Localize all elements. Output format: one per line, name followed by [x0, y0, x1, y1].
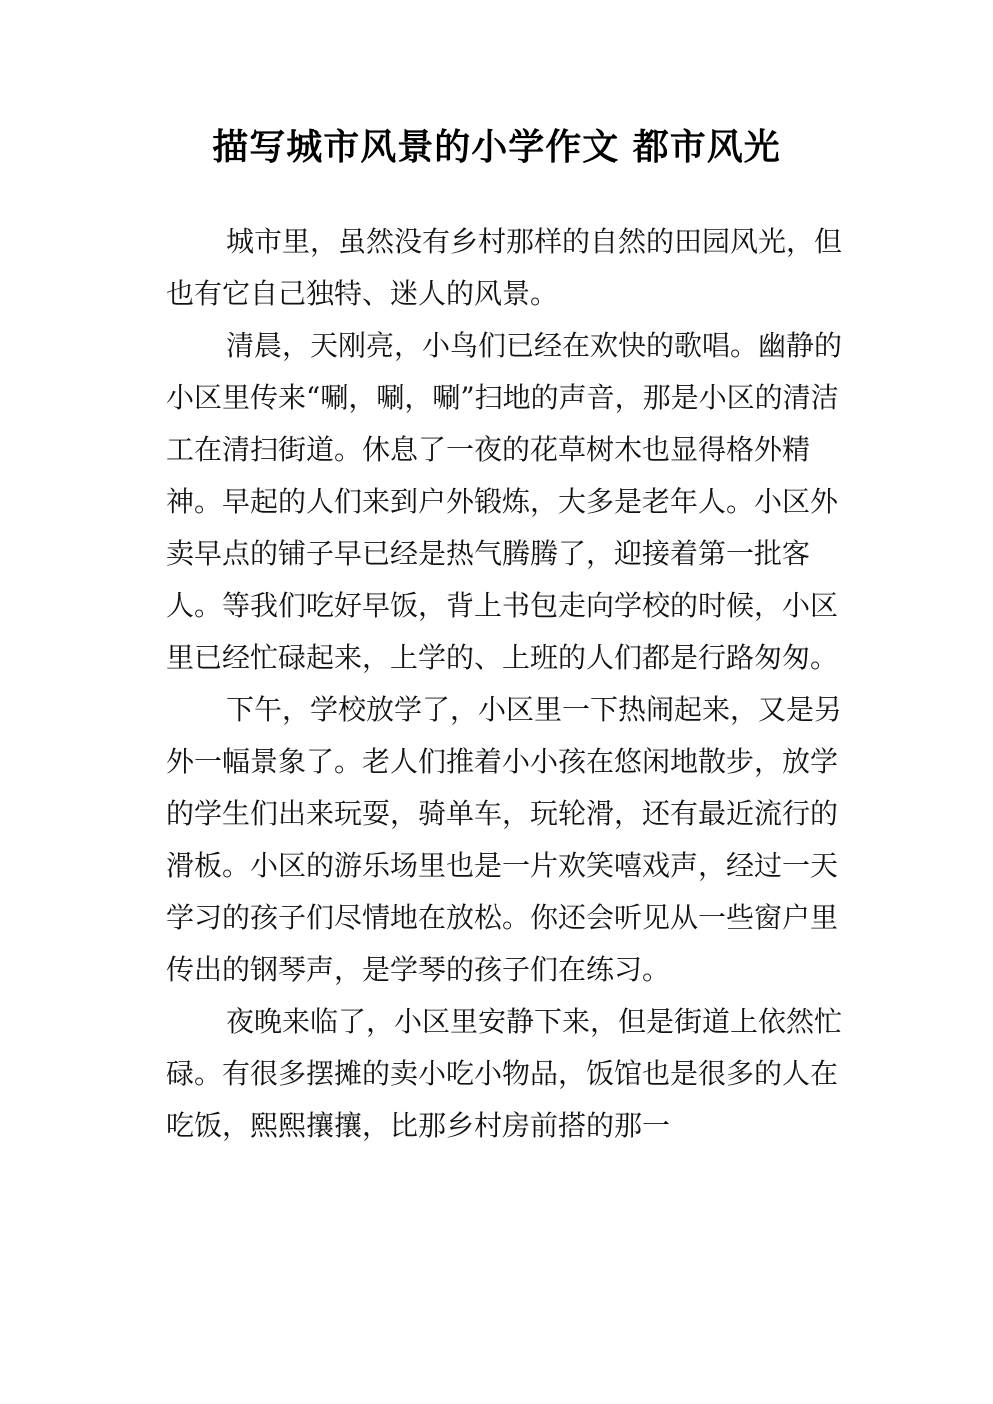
paragraph-afternoon: 下午，学校放学了，小区里一下热闹起来，又是另外一幅景象了。老人们推着小小孩在悠闲地散步，放学的学生们出来玩耍，骑单车，玩轮滑，还有最近流行的滑板。小区的游乐场里也是一片欢笑嘻戏声，经过一天学习的孩子们尽情地在放松。你还会听见从一些窗户里传出的钢琴声，是学琴的孩子们在练习。: [166, 693, 843, 986]
paragraph-intro: 城市里，虽然没有乡村那样的自然的田园风光，但也有它自己独特、迷人的风景。: [166, 225, 843, 310]
paragraph-morning: 清晨，天刚亮，小鸟们已经在欢快的歌唱。幽静的小区里传来“唰，唰，唰”扫地的声音，那是小区的清洁工在清扫街道。休息了一夜的花草树木也显得格外精神。早起的人们来到户外锻炼，大多是老年人。小区外卖早点的铺子早已经是热气腾腾了，迎接着第一批客人。等我们吃好早饭，背上书包走向学校的时候，小区里已经忙碌起来，上学的、上班的人们都是行路匆匆。: [166, 329, 843, 674]
document-title: 描写城市风景的小学作文 都市风光: [212, 127, 781, 168]
paragraph-night: 夜晚来临了，小区里安静下来，但是街道上依然忙碌。有很多摆摊的卖小吃小物品，饭馆也是很多的人在吃饭，熙熙攘攘，比那乡村房前搭的那一: [166, 1005, 843, 1142]
document-body: [166, 216, 846, 1152]
